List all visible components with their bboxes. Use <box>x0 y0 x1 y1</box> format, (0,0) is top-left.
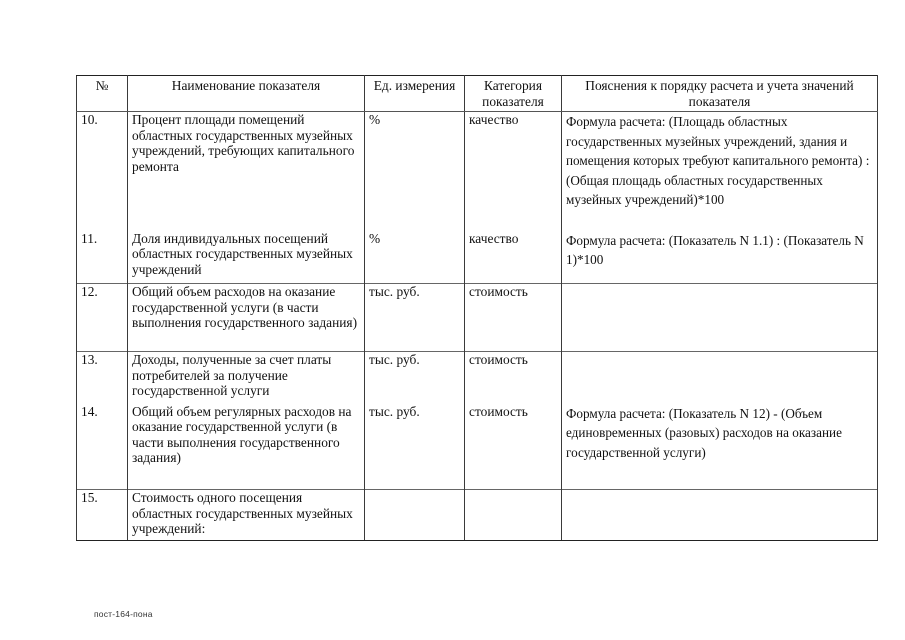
table-header-row <box>77 76 878 112</box>
row-explanation: Формула расчета: (Показатель N 1.1) : (Показатель N 1)*100 <box>562 231 878 284</box>
indicators-table <box>76 75 878 541</box>
header-num: № <box>77 76 128 112</box>
row-explanation <box>562 284 878 352</box>
row-name: Стоимость одного посещения областных государственных музейных учреждений: <box>128 490 365 541</box>
row-num: 11. <box>77 231 128 284</box>
table-row <box>77 231 878 284</box>
table-row <box>77 284 878 352</box>
row-num: 13. <box>77 352 128 404</box>
row-explanation: Формула расчета: (Площадь областных государственных музейных учреждений, здания и помещения которых требуют капитального ремонта) : (Общая площадь областных государственных музейных учреждений)*100 <box>562 112 878 231</box>
row-num: 10. <box>77 112 128 231</box>
table-row <box>77 490 878 541</box>
row-name: Общий объем расходов на оказание государственной услуги (в части выполнения государственного задания) <box>128 284 365 352</box>
row-category: качество <box>465 231 562 284</box>
footer-file-label: пост-164-пона <box>94 609 153 619</box>
row-explanation: Формула расчета: (Показатель N 12) - (Объем единовременных (разовых) расходов на оказание государственной услуги) <box>562 404 878 490</box>
row-unit: % <box>365 231 465 284</box>
row-category <box>465 490 562 541</box>
row-category: стоимость <box>465 284 562 352</box>
table-row <box>77 112 878 231</box>
row-unit: тыс. руб. <box>365 352 465 404</box>
row-name: Общий объем регулярных расходов на оказание государственной услуги (в части выполнения государственного задания) <box>128 404 365 490</box>
table-row <box>77 404 878 490</box>
row-unit: % <box>365 112 465 231</box>
row-name: Доходы, полученные за счет платы потребителей за получение государственной услуги <box>128 352 365 404</box>
row-num: 12. <box>77 284 128 352</box>
header-category: Категория показателя <box>465 76 562 112</box>
row-unit <box>365 490 465 541</box>
row-explanation <box>562 352 878 404</box>
row-category: стоимость <box>465 404 562 490</box>
row-category: качество <box>465 112 562 231</box>
row-unit: тыс. руб. <box>365 404 465 490</box>
row-num: 14. <box>77 404 128 490</box>
header-name: Наименование показателя <box>128 76 365 112</box>
header-explanation: Пояснения к порядку расчета и учета значений показателя <box>562 76 878 112</box>
row-name: Процент площади помещений областных государственных музейных учреждений, требующих капитального ремонта <box>128 112 365 231</box>
row-explanation <box>562 490 878 541</box>
table-row <box>77 352 878 404</box>
header-unit: Ед. измерения <box>365 76 465 112</box>
row-name: Доля индивидуальных посещений областных государственных музейных учреждений <box>128 231 365 284</box>
row-num: 15. <box>77 490 128 541</box>
row-unit: тыс. руб. <box>365 284 465 352</box>
row-category: стоимость <box>465 352 562 404</box>
